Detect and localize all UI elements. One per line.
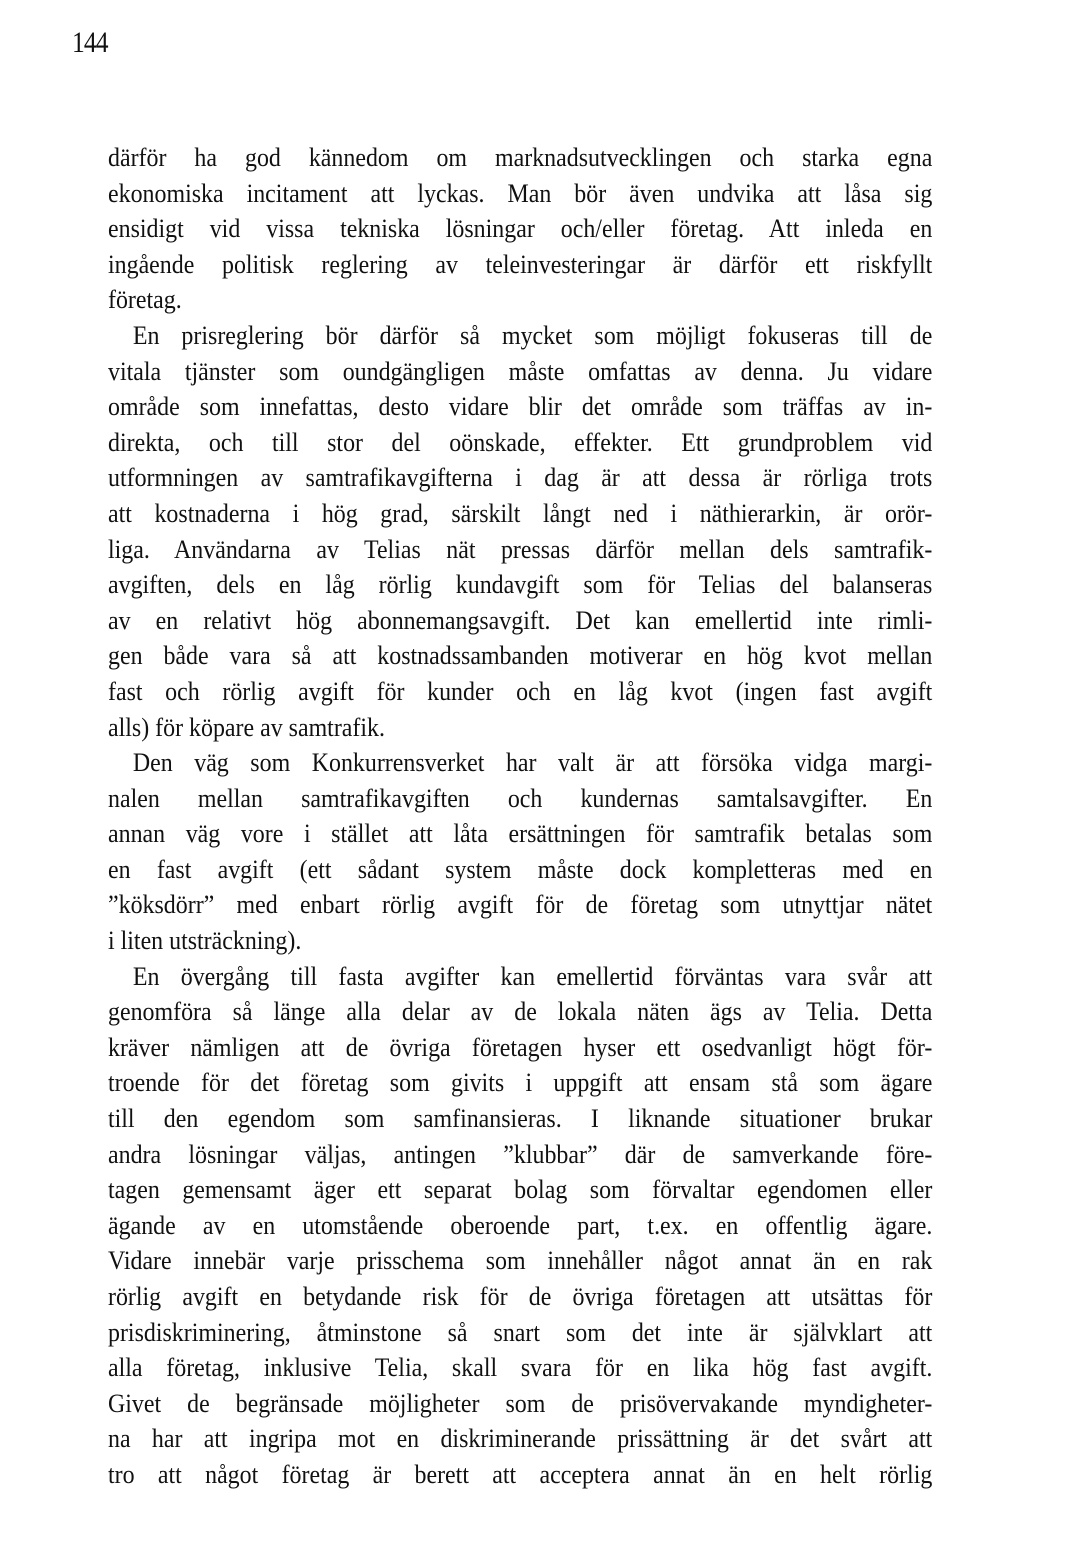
text-line: vitala tjänster som oundgängligen måste omfattas av denna. Ju vidare bbox=[108, 356, 933, 386]
body-text bbox=[108, 140, 932, 1493]
text-line: till den egendom som samfinansieras. I liknande situationer brukar bbox=[108, 1104, 933, 1134]
text-line: ägande av en utomstående oberoende part, t.ex. en offentlig ägare. bbox=[108, 1210, 933, 1240]
text-line: i liten utsträckning). bbox=[108, 926, 302, 956]
text-line: genomföra så länge alla delar av de lokala näten ägs av Telia. Detta bbox=[108, 997, 933, 1027]
text-line: En prisreglering bör därför så mycket som möjligt fokuseras till de bbox=[132, 320, 933, 350]
text-line: av en relativt hög abonnemangsavgift. Det kan emellertid inte rimli- bbox=[108, 605, 933, 635]
text-line: tro att något företag är berett att acceptera annat än en helt rörlig bbox=[108, 1459, 933, 1489]
paragraph-1 bbox=[108, 140, 932, 318]
text-line: kräver nämligen att de övriga företagen hyser ett osedvanligt högt för- bbox=[108, 1032, 933, 1062]
text-line: annan väg vore i stället att låta ersättningen för samtrafik betalas som bbox=[108, 819, 933, 849]
paragraph-4 bbox=[108, 959, 932, 1493]
text-line: alls) för köpare av samtrafik. bbox=[108, 712, 385, 742]
text-line: ekonomiska incitament att lyckas. Man bör även undvika att låsa sig bbox=[108, 178, 933, 208]
text-line: avgiften, dels en låg rörlig kundavgift som för Telias del balanseras bbox=[108, 570, 933, 600]
paragraph-3 bbox=[108, 745, 932, 959]
text-line: därför ha god kännedom om marknadsutvecklingen och starka egna bbox=[108, 143, 933, 172]
text-line: direkta, och till stor del oönskade, effekter. Ett grundproblem vid bbox=[108, 427, 933, 457]
text-line: prisdiskriminering, åtminstone så snart som det inte är självklart att bbox=[108, 1317, 933, 1347]
text-line: att kostnaderna i hög grad, särskilt långt ned i näthierarkin, är orör- bbox=[108, 498, 933, 528]
text-line: troende för det företag som givits i uppgift att ensam stå som ägare bbox=[108, 1068, 933, 1098]
text-line: tagen gemensamt äger ett separat bolag som förvaltar egendomen eller bbox=[108, 1175, 933, 1205]
text-line: ensidigt vid vissa tekniska lösningar och/eller företag. Att inleda en bbox=[108, 214, 933, 244]
text-line: gen både vara så att kostnadssambanden motiverar en hög kvot mellan bbox=[108, 641, 933, 671]
text-line: liga. Användarna av Telias nät pressas därför mellan dels samtrafik- bbox=[108, 534, 933, 564]
text-line: Givet de begränsade möjligheter som de prisövervakande myndigheter- bbox=[108, 1388, 933, 1418]
text-line: företag. bbox=[108, 285, 182, 315]
text-line: Den väg som Konkurrensverket har valt är att försöka vidga margi- bbox=[132, 748, 933, 778]
text-line: fast och rörlig avgift för kunder och en låg kvot (ingen fast avgift bbox=[108, 676, 933, 706]
text-line: Vidare innebär varje prisschema som innehåller något annat än en rak bbox=[108, 1246, 933, 1276]
text-line: nalen mellan samtrafikavgiften och kundernas samtalsavgifter. En bbox=[108, 783, 933, 813]
text-line: en fast avgift (ett sådant system måste dock kompletteras med en bbox=[108, 854, 933, 884]
text-line: ingående politisk reglering av teleinvesteringar är därför ett riskfyllt bbox=[108, 249, 933, 279]
text-line: En övergång till fasta avgifter kan emellertid förväntas vara svår att bbox=[132, 961, 933, 991]
text-line: ”köksdörr” med enbart rörlig avgift för de företag som utnyttjar nätet bbox=[108, 890, 933, 920]
text-line: na har att ingripa mot en diskriminerande prissättning är det svårt att bbox=[108, 1424, 933, 1454]
text-line: område som innefattas, desto vidare blir det område som träffas av in- bbox=[108, 392, 933, 422]
text-line: andra lösningar väljas, antingen ”klubbar” där de samverkande före- bbox=[108, 1139, 933, 1169]
page-number: 144 bbox=[72, 26, 108, 59]
text-line: rörlig avgift en betydande risk för de övriga företagen att utsättas för bbox=[108, 1282, 933, 1311]
paragraph-2 bbox=[108, 318, 932, 745]
text-line: utformningen av samtrafikavgifterna i dag är att dessa är rörliga trots bbox=[108, 463, 933, 493]
text-line: alla företag, inklusive Telia, skall svara för en lika hög fast avgift. bbox=[108, 1353, 933, 1383]
